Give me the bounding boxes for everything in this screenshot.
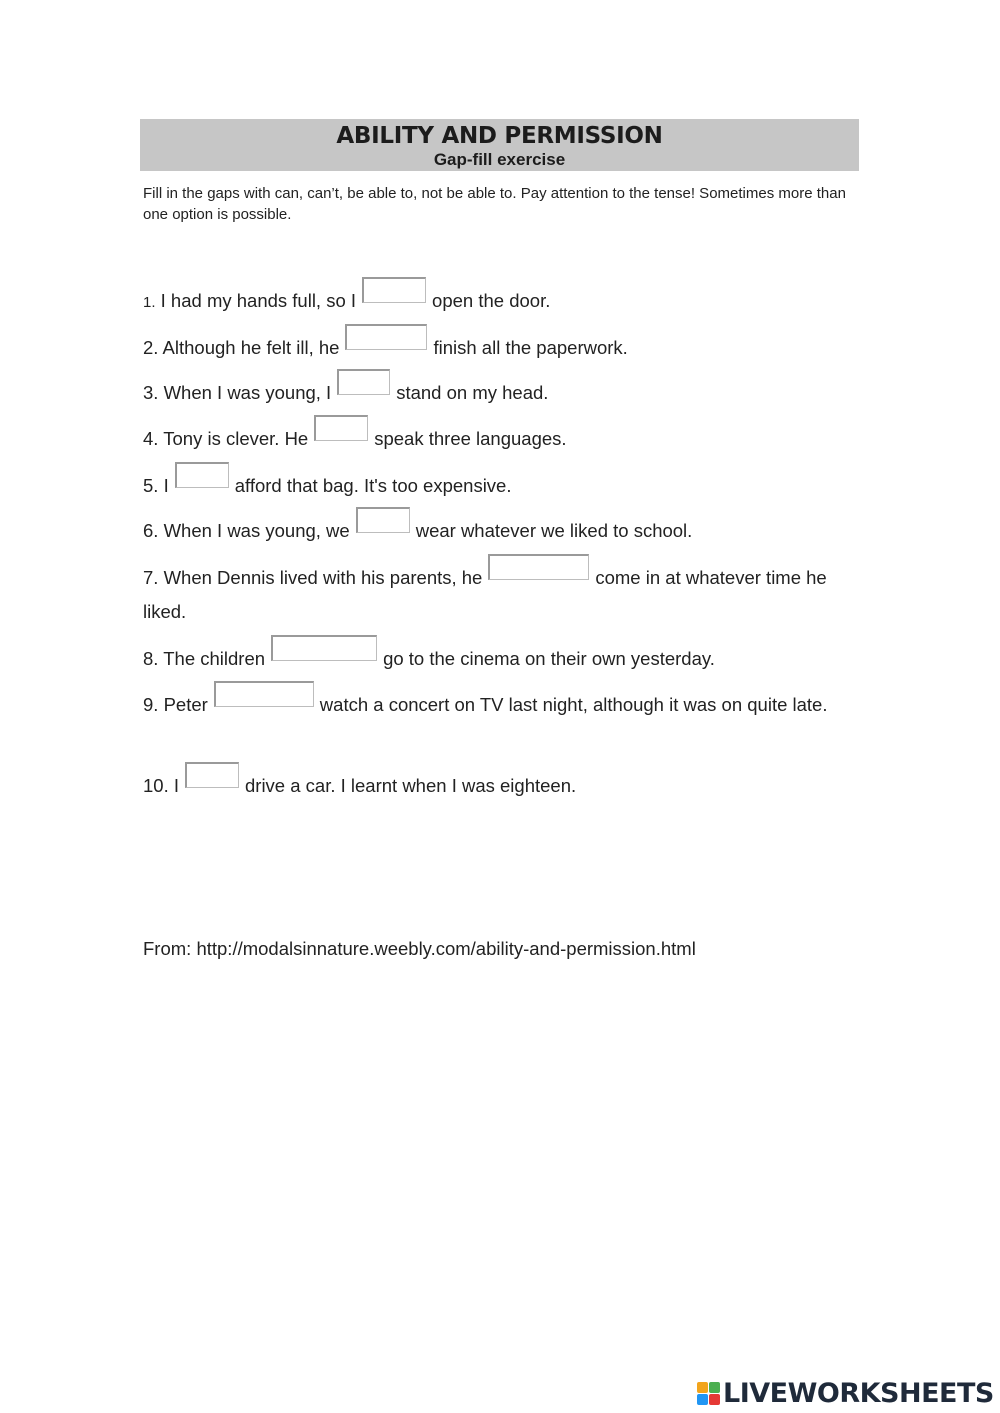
exercise-number: 3. xyxy=(143,382,159,403)
answer-gap-input[interactable] xyxy=(271,635,377,661)
answer-gap-input[interactable] xyxy=(185,762,239,788)
exercise-item xyxy=(143,514,858,548)
exercise-item xyxy=(143,561,858,629)
answer-gap-input[interactable] xyxy=(175,462,229,488)
title-banner xyxy=(140,119,859,171)
exercise-number: 5. xyxy=(143,475,159,496)
instructions-text: Fill in the gaps with can, can’t, be able to, not be able to. Pay attention to the tense! Sometimes more than one option is possible. xyxy=(143,185,846,223)
exercise-number: 1. xyxy=(143,294,156,311)
exercise-text-before: When I was young, I xyxy=(158,382,332,403)
exercise-text-after: watch a concert on TV last night, although it was on quite late. xyxy=(319,694,828,715)
exercise-text-before: Peter xyxy=(158,694,208,715)
exercise-text-after: open the door. xyxy=(432,290,551,311)
exercise-text-before: The children xyxy=(158,648,266,669)
exercise-item xyxy=(143,642,858,676)
exercise-text-after: afford that bag. It's too expensive. xyxy=(234,475,512,496)
page-title: ABILITY AND PERMISSION xyxy=(336,123,663,149)
answer-gap-input[interactable] xyxy=(356,507,410,533)
logo-blocks-icon xyxy=(697,1382,720,1405)
answer-gap-input[interactable] xyxy=(214,681,314,707)
answer-gap-input[interactable] xyxy=(314,415,368,441)
exercise-text-before: Tony is clever. He xyxy=(158,428,309,449)
exercise-text-after: stand on my head. xyxy=(396,382,549,403)
exercise-text-after: speak three languages. xyxy=(374,428,567,449)
liveworksheets-logo[interactable] xyxy=(697,1376,994,1410)
exercise-number: 10. xyxy=(143,775,169,796)
exercise-item xyxy=(143,469,858,503)
exercise-item xyxy=(143,376,858,410)
exercise-item xyxy=(143,422,858,456)
exercise-number: 2. xyxy=(143,337,159,358)
exercise-text-after: finish all the paperwork. xyxy=(433,337,628,358)
logo-block xyxy=(709,1382,720,1393)
exercise-number: 9. xyxy=(143,694,159,715)
logo-block xyxy=(709,1394,720,1405)
exercise-text-after: go to the cinema on their own yesterday. xyxy=(383,648,715,669)
source-citation: From: http://modalsinnature.weebly.com/ability-and-permission.html xyxy=(143,938,696,959)
answer-gap-input[interactable] xyxy=(345,324,427,350)
logo-block xyxy=(697,1394,708,1405)
exercise-text-before: Although he felt ill, he xyxy=(158,337,340,358)
exercise-item xyxy=(143,688,858,722)
exercise-number: 7. xyxy=(143,567,159,588)
logo-text: LIVEWORKSHEETS xyxy=(723,1377,994,1409)
exercise-text-before: I had my hands full, so I xyxy=(155,290,357,311)
exercise-text-before: When I was young, we xyxy=(158,520,350,541)
exercise-text-before: When Dennis lived with his parents, he xyxy=(158,567,483,588)
answer-gap-input[interactable] xyxy=(362,277,426,303)
answer-gap-input[interactable] xyxy=(488,554,589,580)
exercise-number: 6. xyxy=(143,520,159,541)
exercise-text-before: I xyxy=(158,475,169,496)
exercise-item xyxy=(143,331,858,365)
answer-gap-input[interactable] xyxy=(337,369,390,395)
exercise-item xyxy=(143,769,858,803)
exercise-text-after: come in at whatever time he liked. xyxy=(143,567,827,622)
page-subtitle: Gap-fill exercise xyxy=(433,150,566,169)
exercise-number: 8. xyxy=(143,648,159,669)
exercise-item xyxy=(143,284,858,320)
exercise-text-after: wear whatever we liked to school. xyxy=(415,520,693,541)
exercise-text-after: drive a car. I learnt when I was eighteen. xyxy=(245,775,577,796)
exercise-number: 4. xyxy=(143,428,159,449)
exercise-text-before: I xyxy=(168,775,179,796)
logo-block xyxy=(697,1382,708,1393)
